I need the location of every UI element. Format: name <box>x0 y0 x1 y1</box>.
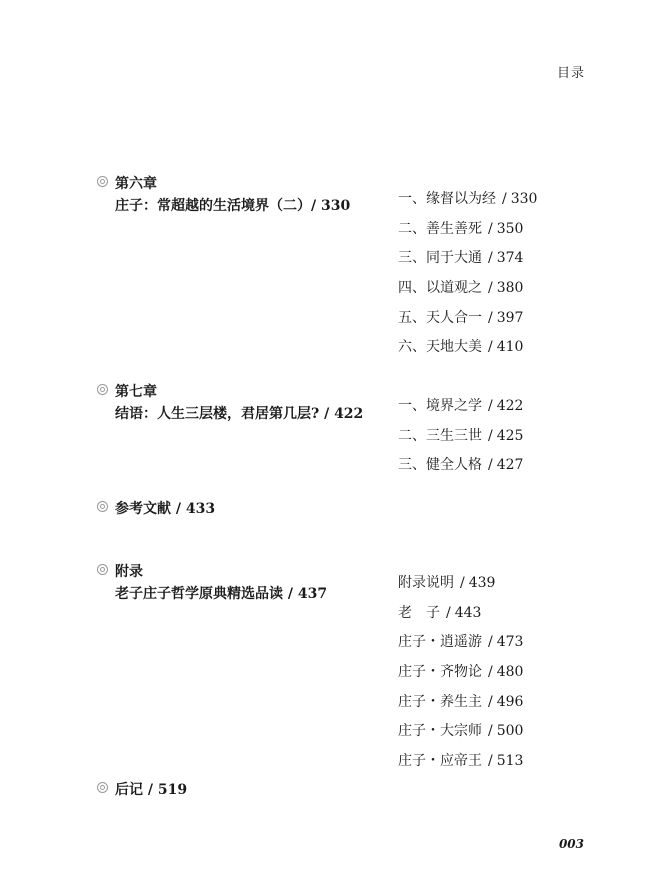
toc-entry-title: 六、天地大美 <box>398 339 482 356</box>
chapter-subtitle[interactable]: 结语：人生三层楼，君居第几层? / 422 <box>115 406 364 422</box>
toc-entry-page: 425 <box>496 427 524 444</box>
toc-entry-title: 庄子・养生主 <box>398 693 482 710</box>
chapter-heading[interactable]: 后记 / 519 <box>115 782 188 798</box>
toc-entry[interactable] <box>398 451 523 481</box>
chapter-subtitle[interactable]: 老子庄子哲学原典精选品读 / 437 <box>115 586 328 602</box>
toc-entry-separator: / <box>488 309 493 326</box>
toc-entry-title: 附录说明 <box>398 575 454 591</box>
toc-entry-page: 496 <box>496 693 524 710</box>
bullet-circle-icon <box>97 564 108 575</box>
chapter-heading[interactable]: 第六章 <box>115 176 157 192</box>
toc-entry-separator: / <box>488 398 493 414</box>
toc-entry-separator: / <box>446 604 451 621</box>
toc-entry[interactable] <box>398 599 523 629</box>
toc-entry-separator: / <box>488 280 493 297</box>
toc-entry-separator: / <box>488 664 493 681</box>
toc-entry-page: 473 <box>496 634 524 651</box>
toc-entries-chapter-6 <box>398 185 537 363</box>
toc-entry-separator: / <box>488 693 493 710</box>
toc-entry-separator: / <box>488 250 493 267</box>
toc-entry[interactable] <box>398 215 537 245</box>
toc-entry-page: 500 <box>496 723 524 740</box>
toc-entry[interactable] <box>398 628 523 658</box>
toc-entry-title: 庄子・逍遥游 <box>398 634 482 651</box>
toc-entry-separator: / <box>460 575 465 591</box>
page-number: 003 <box>558 837 584 851</box>
toc-entry[interactable] <box>398 688 523 718</box>
running-head: 目录 <box>556 66 585 81</box>
chapter-heading[interactable]: 参考文献 / 433 <box>115 501 216 517</box>
toc-entry-separator: / <box>488 753 493 770</box>
toc-entry-page: 330 <box>510 191 538 207</box>
toc-entry-title: 四、以道观之 <box>398 280 482 297</box>
toc-entry[interactable] <box>398 304 537 334</box>
toc-entry-separator: / <box>488 457 493 474</box>
toc-entry-page: 480 <box>496 664 524 681</box>
toc-entry-page: 350 <box>496 220 524 237</box>
chapter-heading[interactable]: 附录 <box>115 564 143 580</box>
bullet-circle-icon <box>97 501 108 512</box>
toc-entries-chapter-7 <box>398 392 523 481</box>
toc-entry-page: 374 <box>496 250 524 267</box>
toc-entry-title: 二、善生善死 <box>398 220 482 237</box>
chapter-heading[interactable]: 第七章 <box>115 384 157 400</box>
bullet-circle-icon <box>97 782 108 793</box>
toc-entry[interactable] <box>398 392 523 422</box>
chapter-subtitle[interactable]: 庄子：常超越的生活境界（二）/ 330 <box>115 198 351 214</box>
toc-entry[interactable] <box>398 422 523 452</box>
toc-entry[interactable] <box>398 569 523 599</box>
toc-entry-page: 397 <box>496 309 524 326</box>
toc-entry-page: 422 <box>496 398 524 414</box>
toc-entry-title: 三、同于大通 <box>398 250 482 267</box>
toc-entry[interactable] <box>398 333 537 363</box>
toc-entry[interactable] <box>398 747 523 777</box>
toc-entry-page: 410 <box>496 339 524 356</box>
toc-entry-separator: / <box>502 191 507 207</box>
toc-entry[interactable] <box>398 717 523 747</box>
toc-entry-title: 老 子 <box>398 604 440 621</box>
toc-entry-page: 380 <box>496 280 524 297</box>
toc-entry-separator: / <box>488 723 493 740</box>
toc-entries-appendix <box>398 569 523 777</box>
toc-entry-title: 庄子・应帝王 <box>398 753 482 770</box>
toc-entry-title: 一、境界之学 <box>398 398 482 414</box>
toc-entry-page: 513 <box>496 753 524 770</box>
toc-entry-title: 庄子・齐物论 <box>398 664 482 681</box>
toc-entry-separator: / <box>488 220 493 237</box>
toc-entry-separator: / <box>488 634 493 651</box>
toc-entry-title: 一、缘督以为经 <box>398 191 496 207</box>
toc-entry-page: 439 <box>468 575 496 591</box>
toc-entry-title: 二、三生三世 <box>398 427 482 444</box>
toc-entry-separator: / <box>488 339 493 356</box>
toc-entry-separator: / <box>488 427 493 444</box>
bullet-circle-icon <box>97 384 108 395</box>
toc-entry-title: 庄子・大宗师 <box>398 723 482 740</box>
toc-entry-title: 三、健全人格 <box>398 457 482 474</box>
toc-entry[interactable] <box>398 658 523 688</box>
toc-entry-page: 443 <box>454 604 482 621</box>
toc-entry-title: 五、天人合一 <box>398 309 482 326</box>
bullet-circle-icon <box>97 176 108 187</box>
toc-entry[interactable] <box>398 244 537 274</box>
toc-entry[interactable] <box>398 274 537 304</box>
toc-entry[interactable] <box>398 185 537 215</box>
toc-entry-page: 427 <box>496 457 524 474</box>
